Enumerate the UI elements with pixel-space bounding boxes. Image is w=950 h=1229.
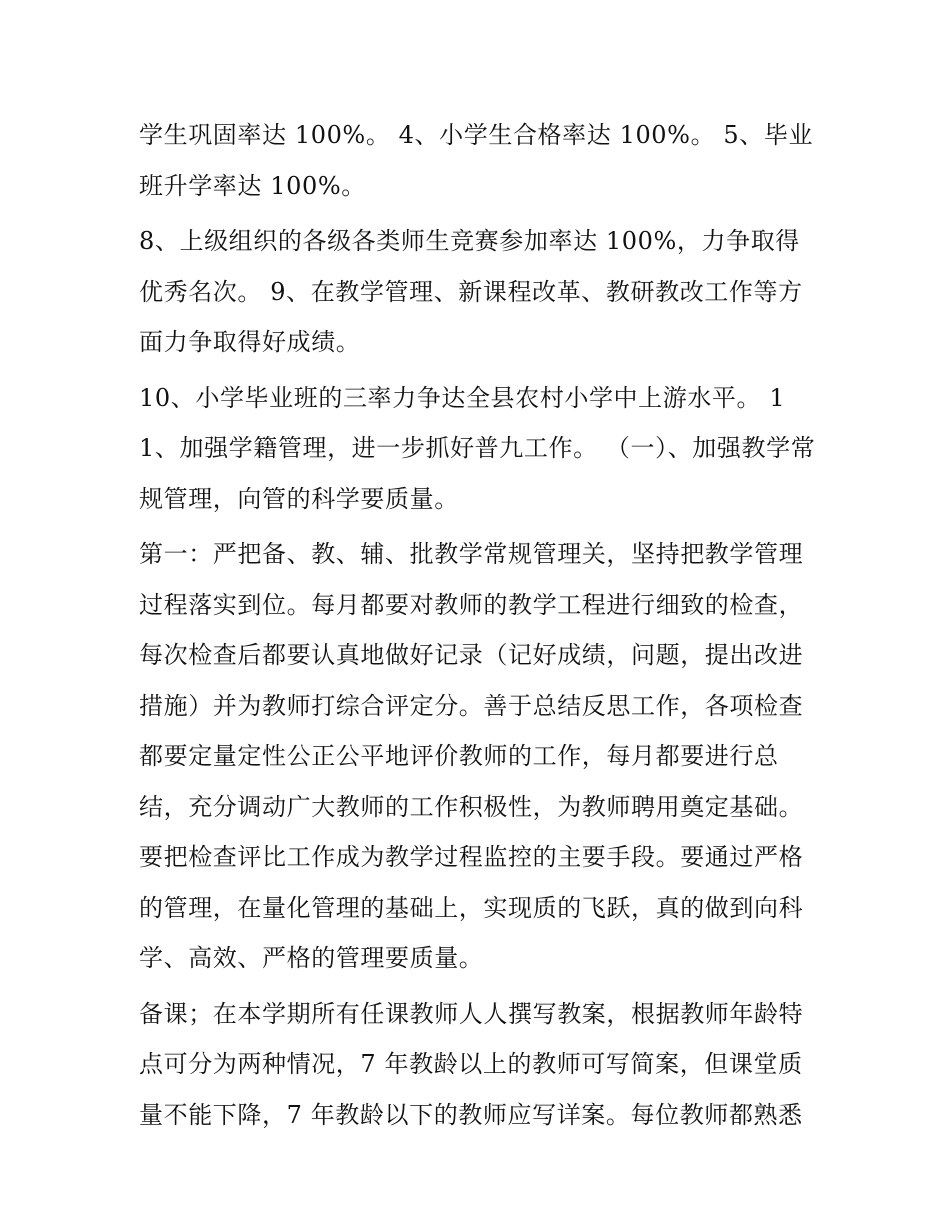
paragraph-graduation-goals: 10、小学毕业班的三率力争达全县农村小学中上游水平。 11、加强学籍管理，进一步抓好普九工作。 （一）、加强教学常规管理，向管的科学要质量。 xyxy=(139,383,816,513)
paragraph-competition-goals: 8、上级组织的各级各类师生竞赛参加率达 100%，力争取得优秀名次。 9、在教学管理、新课程改革、教研教改工作等方面力争取得好成绩。 xyxy=(139,227,803,356)
paragraph-teaching-management: 第一：严把备、教、辅、批教学常规管理关，坚持把教学管理过程落实到位。每月都要对教师的教学工程进行细致的检查，每次检查后都要认真地做好记录（记好成绩，问题，提出改进措施）并为教师打综合评定分。善于总结反思工作，各项检查都要定量定性公正公平地评价教师的工作，每月都要进行总结，充分调动广大教师的工作积极性，为教师聘用奠定基础。要把检查评比工作成为教学过程监控的主要手段。要通过严格的管理，在量化管理的基础上，实现质的飞跃，真的做到向科学、高效、严格的管理要质量。 xyxy=(139,540,804,972)
paragraph-completion-rates: 学生巩固率达 100%。 4、小学生合格率达 100%。 5、毕业班升学率达 100%。 xyxy=(139,121,814,200)
document-body xyxy=(139,110,819,1145)
paragraph-lesson-preparation: 备课；在本学期所有任课教师人人撰写教案，根据教师年龄特点可分为两种情况，7 年教龄以上的教师可写简案，但课堂质量不能下降，7 年教龄以下的教师应写详案。每位教师都熟悉 xyxy=(139,999,804,1129)
